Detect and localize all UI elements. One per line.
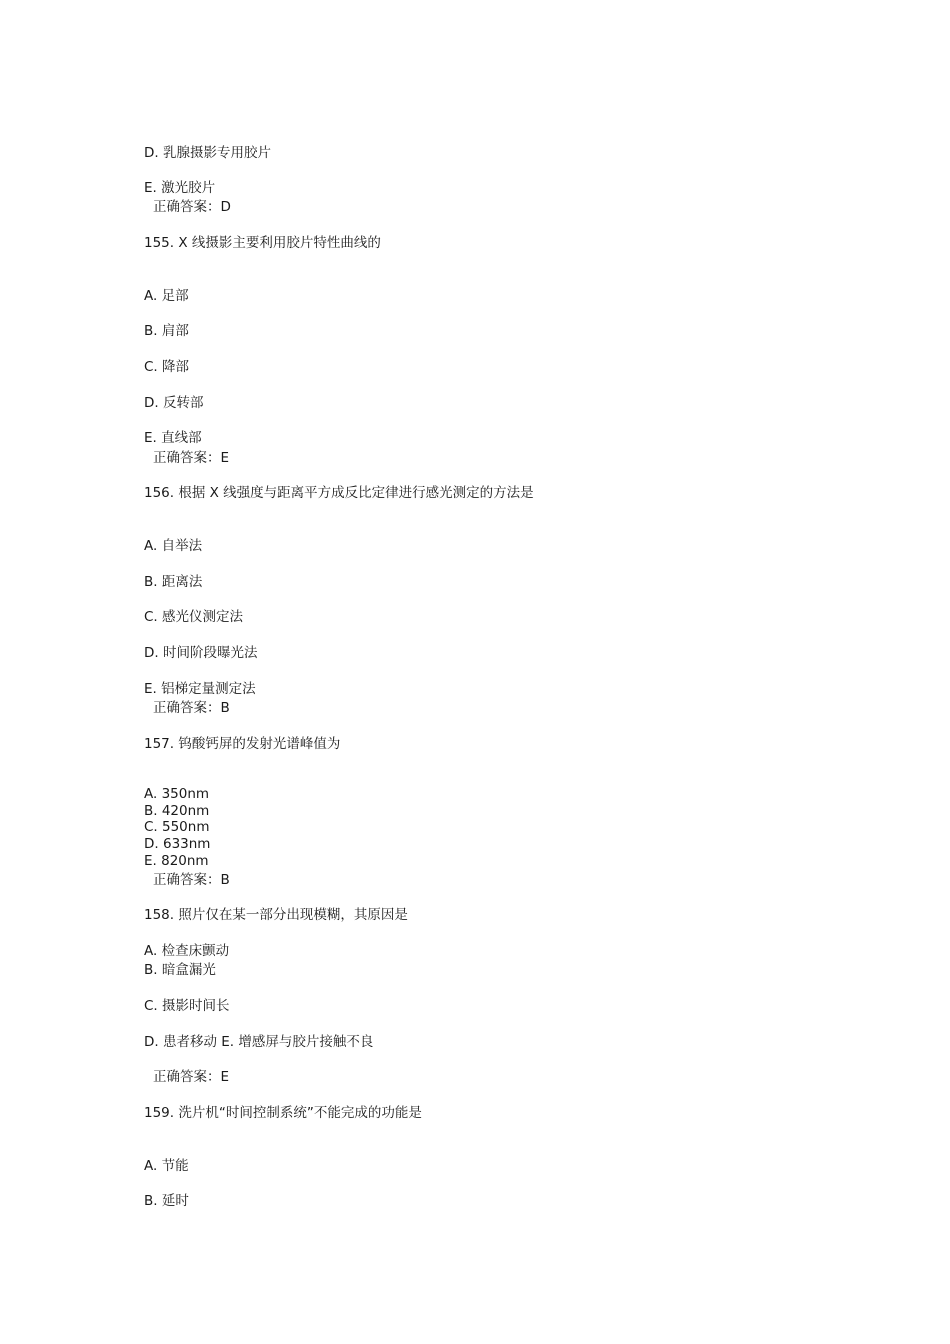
option-line: E. 直线部: [144, 430, 202, 446]
question-line: 157. 钨酸钙屏的发射光谱峰值为: [144, 736, 341, 752]
answer-line: 正确答案：B: [153, 700, 230, 716]
option-line: D. 反转部: [144, 395, 204, 411]
option-line: A. 350nm: [144, 786, 210, 802]
question-line: 159. 洗片机“时间控制系统”不能完成的功能是: [144, 1105, 422, 1121]
option-line: A. 自举法: [144, 538, 203, 554]
option-line: B. 420nm: [144, 803, 210, 819]
question-line: 158. 照片仅在某一部分出现模糊，其原因是: [144, 907, 408, 923]
option-line: C. 感光仪测定法: [144, 609, 244, 625]
option-line: C. 降部: [144, 359, 190, 375]
option-line: A. 节能: [144, 1158, 189, 1174]
question-line: 156. 根据 X 线强度与距离平方成反比定律进行感光测定的方法是: [144, 485, 534, 501]
option-line: B. 延时: [144, 1193, 189, 1209]
answer-line: 正确答案：B: [153, 872, 230, 888]
option-line: C. 550nm: [144, 819, 210, 835]
option-line: B. 肩部: [144, 323, 189, 339]
question-line: 155. X 线摄影主要利用胶片特性曲线的: [144, 235, 381, 251]
option-line: E. 820nm: [144, 853, 209, 869]
option-line: A. 检查床颤动: [144, 943, 230, 959]
option-line: D. 乳腺摄影专用胶片: [144, 145, 271, 161]
option-line: D. 633nm: [144, 836, 211, 852]
option-line: D. 患者移动 E. 增感屏与胶片接触不良: [144, 1034, 374, 1050]
option-line: C. 摄影时间长: [144, 998, 230, 1014]
option-line: B. 距离法: [144, 574, 203, 590]
answer-line: 正确答案：E: [153, 1069, 230, 1085]
option-line: E. 铝梯定量测定法: [144, 681, 256, 697]
option-line: B. 暗盒漏光: [144, 962, 216, 978]
answer-line: 正确答案：E: [153, 450, 230, 466]
answer-line: 正确答案：D: [153, 199, 231, 215]
option-line: D. 时间阶段曝光法: [144, 645, 258, 661]
option-line: A. 足部: [144, 288, 189, 304]
option-line: E. 激光胶片: [144, 180, 216, 196]
